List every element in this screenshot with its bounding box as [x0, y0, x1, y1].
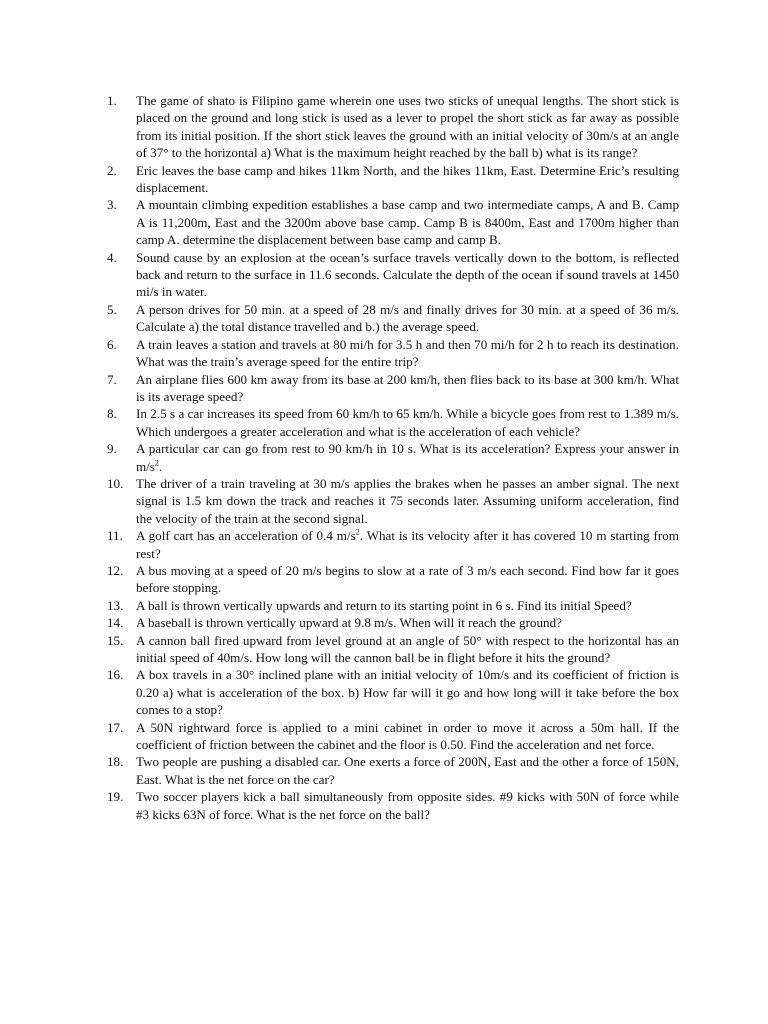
question-text-tail: .: [158, 458, 163, 474]
question-item: [107, 562, 679, 597]
question-item: [107, 440, 679, 475]
question-text: Two soccer players kick a ball simultaneously from opposite sides. #9 kicks with 50N of force while #3 kicks 63N of force. What is the net force on the ball?: [136, 789, 679, 822]
question-text: A train leaves a station and travels at 80 mi/h for 3.5 h and then 70 mi/h for 2 h to reach its destination. What was the train’s average speed for the entire trip?: [136, 336, 679, 370]
question-text: In 2.5 s a car increases its speed from 60 km/h to 65 km/h. While a bicycle goes from rest to 1.389 m/s. Which undergoes a greater acceleration and what is the acceleration of each vehicle?: [136, 406, 679, 439]
question-text: A baseball is thrown vertically upward at 9.8 m/s. When will it reach the ground?: [136, 615, 562, 631]
question-number: 1.: [107, 93, 117, 108]
question-item: [107, 475, 679, 527]
question-number: 19.: [107, 789, 124, 805]
question-item: [107, 92, 679, 162]
question-text: A ball is thrown vertically upwards and return to its starting point in 6 s. Find its initial Speed?: [136, 597, 632, 613]
question-number: 7.: [107, 371, 117, 387]
question-item: [107, 614, 679, 631]
question-item: [107, 788, 679, 823]
question-item: [107, 336, 679, 371]
question-text: A mountain climbing expedition establishes a base camp and two intermediate camps, A and B. Camp A is 11,200m, East and the 3200m above base camp. Camp B is 8400m, East and 1700m higher than camp A. determine the displacement between base camp and camp B.: [136, 197, 679, 248]
question-text: A person drives for 50 min. at a speed of 28 m/s and finally drives for 30 min. at a speed of 36 m/s. Calculate a) the total distance travelled and b.) the average speed.: [136, 301, 679, 335]
question-number: 18.: [107, 754, 124, 770]
question-number: 2.: [107, 162, 117, 178]
question-list: [107, 92, 679, 823]
question-text: A golf cart has an acceleration of 0.4 m/s: [136, 528, 356, 544]
question-item: [107, 666, 679, 718]
superscript: 2: [154, 458, 159, 468]
question-number: 8.: [107, 406, 117, 422]
question-item: [107, 162, 679, 197]
question-item: [107, 405, 679, 440]
question-number: 9.: [107, 441, 117, 457]
question-item: [107, 632, 679, 667]
question-item: [107, 719, 679, 754]
question-item: [107, 527, 679, 562]
question-item: [107, 597, 679, 614]
question-text: A particular car can go from rest to 90 km/h in 10 s. What is its acceleration? Express your answer in m/s: [136, 441, 679, 474]
question-number: 16.: [107, 667, 124, 683]
question-number: 4.: [107, 249, 117, 265]
question-text: A bus moving at a speed of 20 m/s begins to slow at a rate of 3 m/s each second. Find how far it goes before stopping.: [136, 562, 679, 596]
question-number: 11.: [107, 528, 123, 544]
question-number: 14.: [107, 615, 124, 631]
question-item: [107, 301, 679, 336]
question-text: A cannon ball fired upward from level ground at an angle of 50° with respect to the horizontal has an initial speed of 40m/s. How long will the cannon ball be in flight before it hits the ground?: [136, 632, 679, 665]
question-number: 3.: [107, 197, 117, 213]
question-text-tail: . What is its velocity after it has covered 10 m starting from rest?: [136, 528, 679, 561]
question-number: 13.: [107, 597, 124, 613]
question-text-wrapper: [136, 527, 679, 562]
question-text: Sound cause by an explosion at the ocean’s surface travels vertically down to the bottom, is reflected back and return to the surface in 11.6 seconds. Calculate the depth of the ocean if sound travels at 1450 mi/s in water.: [136, 249, 679, 300]
question-text: The game of shato is Filipino game wherein one uses two sticks of unequal lengths. The short stick is placed on the ground and long stick is used as a lever to propel the short stick as far away as possible from its initial position. If the short stick leaves the ground with an initial velocity of 30m/s at an angle of 37° to the horizontal a) What is the maximum height reached by the ball b) what is its range?: [136, 93, 679, 161]
question-text: A 50N rightward force is applied to a mini cabinet in order to move it across a 50m hall. If the coefficient of friction between the cabinet and the floor is 0.50. Find the acceleration and net force.: [136, 719, 679, 753]
question-number: 10.: [107, 475, 124, 491]
question-item: [107, 371, 679, 406]
question-text: A box travels in a 30° inclined plane with an initial velocity of 10m/s and its coefficient of friction is 0.20 a) what is acceleration of the box. b) How far will it go and how long will it take before the box comes to a stop?: [136, 667, 679, 718]
question-text: Two people are pushing a disabled car. One exerts a force of 200N, East and the other a force of 150N, East. What is the net force on the car?: [136, 754, 679, 787]
question-text: Eric leaves the base camp and hikes 11km North, and the hikes 11km, East. Determine Eric’s resulting displacement.: [136, 162, 679, 196]
question-text: The driver of a train traveling at 30 m/s applies the brakes when he passes an amber signal. The next signal is 1.5 km down the track and reaches it 75 seconds later. Assuming uniform acceleration, find the velocity of the train at the second signal.: [136, 475, 679, 526]
question-number: 17.: [107, 719, 124, 735]
superscript: 2: [355, 527, 360, 537]
question-number: 15.: [107, 632, 124, 648]
question-number: 6.: [107, 336, 117, 352]
question-text: An airplane flies 600 km away from its base at 200 km/h, then flies back to its base at 300 km/h. What is its average speed?: [136, 371, 679, 404]
question-number: 12.: [107, 562, 124, 578]
question-item: [107, 196, 679, 248]
question-item: [107, 753, 679, 788]
question-item: [107, 249, 679, 301]
question-number: 5.: [107, 301, 117, 317]
question-text-wrapper: [136, 440, 679, 475]
